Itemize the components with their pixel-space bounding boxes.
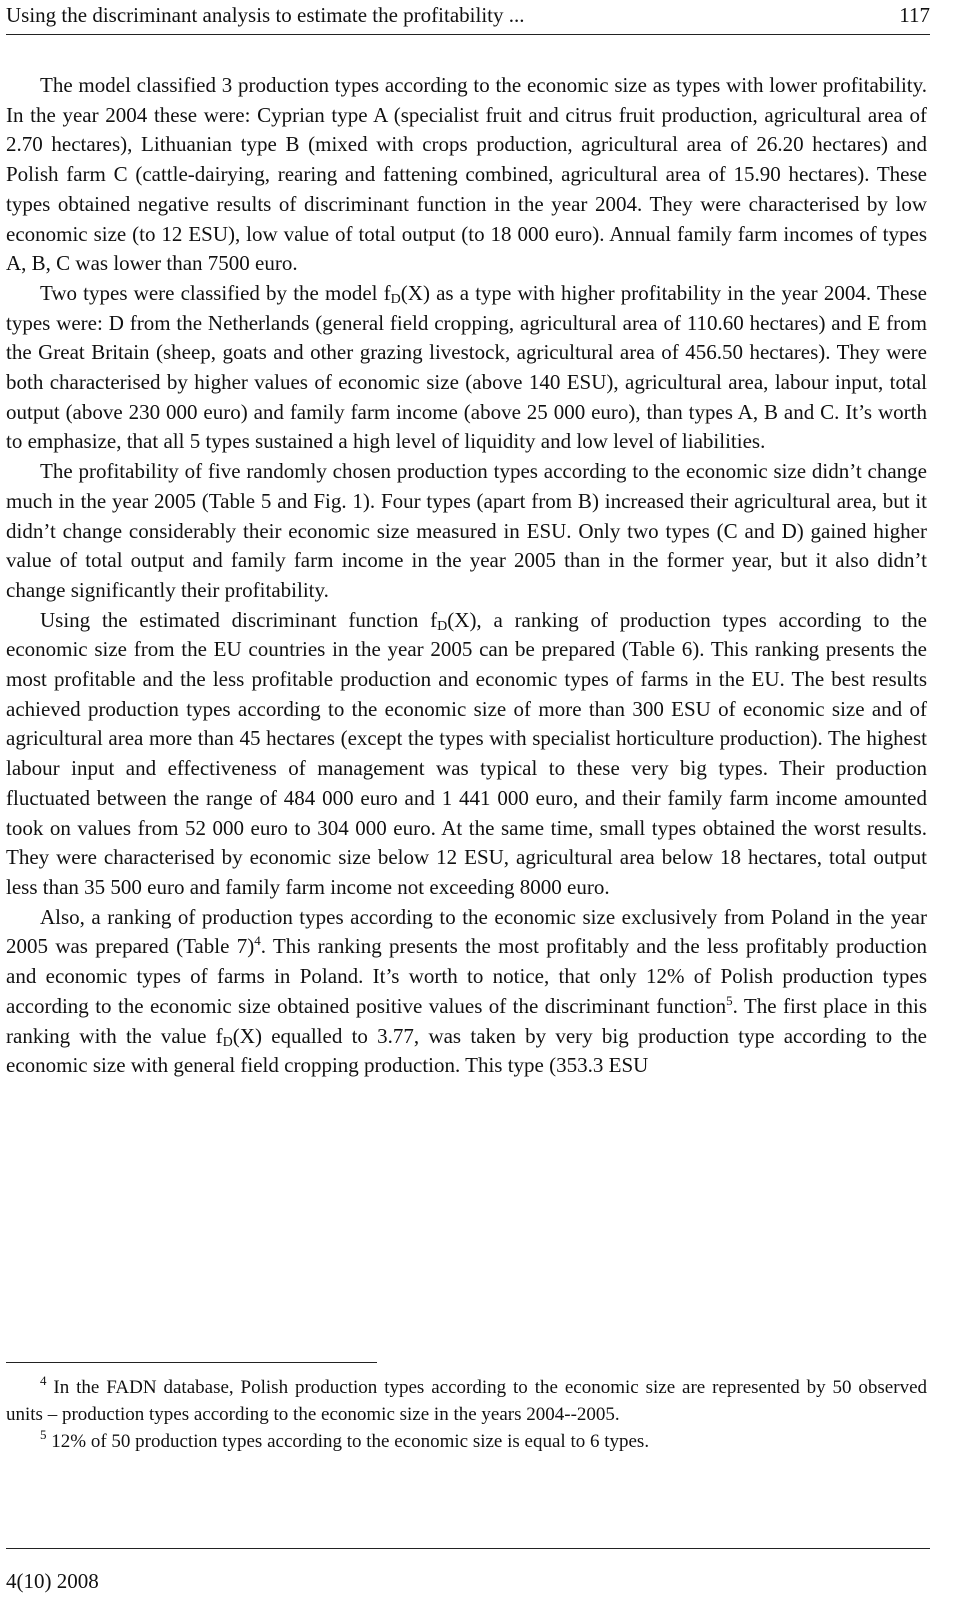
text-run: . The first place in this ranking with the value f	[6, 993, 927, 1048]
footnote-reference: 4	[254, 933, 261, 949]
footnote	[6, 1374, 927, 1428]
footer-divider	[6, 1548, 930, 1549]
body-text	[6, 71, 927, 1081]
text-run: The profitability of five randomly chosen production types according to the economic size didn’t change much in the year 2005 (Table 5 and Fig. 1). Four types (apart from B) increased their agricultural area, but it didn’t change considerably their economic size measured in ESU. Only two types (C and D) gained higher value of total output and family farm income in the year 2005 than in the former year, but it also didn’t change significantly their profitability.	[6, 459, 927, 602]
text-run: . This ranking presents the most profitably and the less profitably production and economic types of farms in Poland. It’s worth to notice, that only 12% of Polish production types according to the economic size obtained positive values of the discriminant function	[6, 934, 927, 1018]
header-divider	[6, 34, 930, 35]
text-run: The model classified 3 production types according to the economic size as types with lower profitability. In the year 2004 these were: Cyprian type A (specialist fruit and citrus fruit production, agricultural area of 2.70 hectares), Lithuanian type B (mixed with crops production, agricultural area of 26.20 hectares) and Polish farm C (cattle-dairying, rearing and fattening combined, agricultural area of 15.90 hectares). These types obtained negative results of discriminant function in the year 2004. They were characterised by low economic size (to 12 ESU), low value of total output (to 18 000 euro). Annual family farm incomes of types A, B, C was lower than 7500 euro.	[6, 73, 927, 276]
footnote-text: In the FADN database, Polish production types according to the economic size are represented by 50 observed units – production types according to the economic size in the years 2004--2005.	[6, 1377, 927, 1425]
footnote-marker: 5	[40, 1427, 47, 1442]
page-number: 117	[899, 3, 930, 27]
subscript: D	[437, 618, 448, 634]
issue-label: 4(10) 2008	[6, 1569, 99, 1593]
text-run: (X) equalled to 3.77, was taken by very big production type according to the economic size with general field cropping production. This type (353.3 ESU	[6, 1023, 927, 1078]
footnotes	[6, 1374, 927, 1455]
footnote-divider	[6, 1362, 377, 1363]
text-run: (X) as a type with higher profitability in the year 2004. These types were: D from the Netherlands (general field cropping, agricultural area of 110.60 hectares) and E from the Great Britain (sheep, goats and other grazing livestock, agricultural area of 456.50 hectares). They were both characterised by higher values of economic size (above 140 ESU), agricultural area, labour input, total output (above 230 000 euro) and family farm income (above 25 000 euro), than types A, B and C. It’s worth to emphasize, that all 5 types sustained a high level of liquidity and low level of liabilities.	[6, 280, 927, 454]
footnote-reference: 5	[726, 992, 733, 1008]
subscript: D	[222, 1034, 233, 1050]
footnote-text: 12% of 50 production types according to the economic size is equal to 6 types.	[46, 1431, 650, 1452]
running-title: Using the discriminant analysis to estimate the profitability ...	[6, 3, 525, 27]
paragraph	[6, 279, 927, 457]
text-run: Two types were classified by the model f	[40, 280, 391, 305]
paragraph	[6, 903, 927, 1081]
page-footer	[6, 1567, 99, 1595]
running-header	[6, 0, 930, 32]
text-run: Also, a ranking of production types according to the economic size exclusively from Poland in the year 2005 was prepared (Table 7)	[6, 904, 927, 959]
paragraph	[6, 606, 927, 903]
footnote	[6, 1428, 927, 1455]
subscript: D	[390, 291, 401, 307]
text-run: Using the estimated discriminant function f	[40, 607, 438, 632]
paragraph	[6, 71, 927, 279]
footnote-marker: 4	[40, 1373, 47, 1388]
text-run: (X), a ranking of production types according to the economic size from the EU countries in the year 2005 can be prepared (Table 6). This ranking presents the most profitable and the less profitable production and economic types of farms in the EU. The best results achieved production types according to the economic size of more than 300 ESU of economic size and of agricultural area more than 45 hectares (except the types with specialist horticulture production). The highest labour input and effectiveness of management was typical to these very big types. Their production fluctuated between the range of 484 000 euro and 1 441 000 euro, and their family farm income amounted took on values from 52 000 euro to 304 000 euro. At the same time, small types obtained the worst results. They were characterised by economic size below 12 ESU, agricultural area below 18 hectares, total output less than 35 500 euro and family farm income not exceeding 8000 euro.	[6, 607, 927, 899]
paragraph	[6, 457, 927, 606]
